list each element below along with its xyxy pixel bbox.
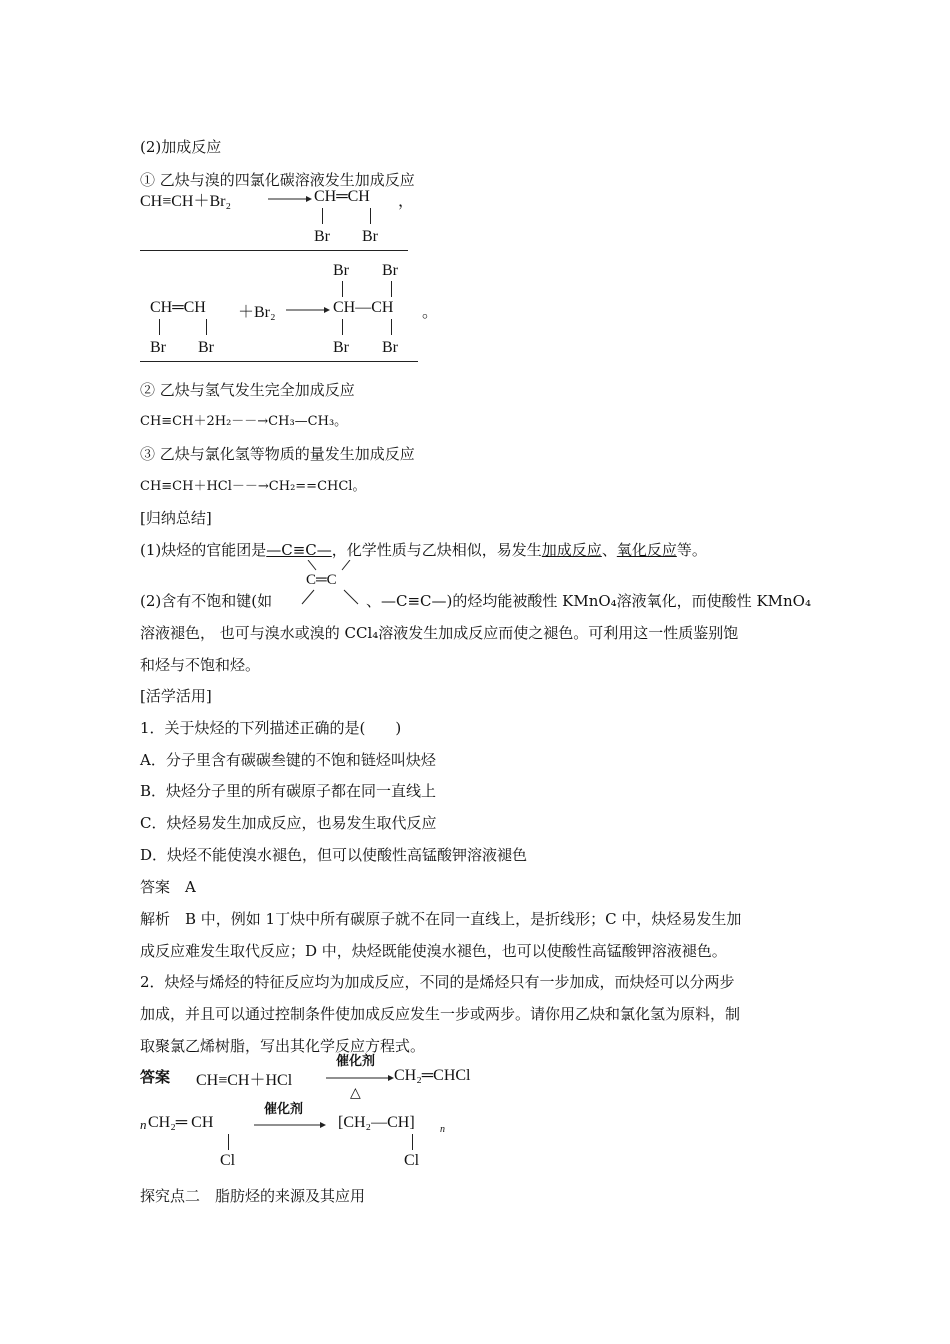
eq2-br-top-2: Br [382, 262, 398, 279]
eq1-product: CH═CH [314, 188, 370, 205]
summary-label: [归纳总结] [140, 509, 212, 527]
cc-bond-lines [282, 560, 372, 610]
question-2-line3: 取聚氯乙烯树脂，写出其化学反应方程式。 [140, 1037, 426, 1055]
practice-label: [活学活用] [140, 687, 212, 705]
option-b: B．炔烃分子里的所有碳原子都在同一直线上 [140, 782, 437, 800]
item1-title: ① 乙炔与溴的四氯化碳溶液发生加成反应 [140, 171, 415, 189]
eq2-right: CH—CH [333, 299, 394, 316]
eq2-br-top-1: Br [333, 262, 349, 279]
ans-eq1-catalyst: 催化剂 [336, 1054, 376, 1069]
option-d: D．炔烃不能使溴水褪色，但可以使酸性高锰酸钾溶液褪色 [140, 846, 528, 864]
option-c: C．炔烃易发生加成反应，也易发生取代反应 [140, 814, 437, 832]
section-heading: (2)加成反应 [140, 138, 222, 156]
eq2-br-b2: Br [382, 339, 398, 356]
ans-eq2-bond-2 [412, 1134, 413, 1150]
ans-eq1-condition: △ [350, 1085, 361, 1101]
eq1-arrow [268, 194, 312, 204]
option-a: A．分子里含有碳碳叁键的不饱和链烃叫炔烃 [140, 751, 436, 769]
ans-eq2-cl-1: Cl [220, 1152, 236, 1169]
eq2-bond-top-1 [342, 281, 343, 297]
eq2-end: 。 [422, 304, 439, 321]
q1-analysis-1: 解析 B 中，例如 1丁炔中所有碳原子就不在同一直线上，是折线形；C 中，炔烃易发生加 [140, 910, 742, 928]
item2-title: ② 乙炔与氢气发生完全加成反应 [140, 381, 355, 399]
eq2-br-l1: Br [150, 339, 166, 356]
next-section-heading: 探究点二 脂肪烃的来源及其应用 [140, 1187, 366, 1205]
ans-eq2-bond-1 [228, 1134, 229, 1150]
eq1-br-1: Br [314, 228, 330, 245]
summary-p1-c: 等。 [676, 541, 707, 559]
eq1-separator: ， [398, 193, 415, 210]
item3-equation: CH≡CH＋HCl－－→CH₂==CHCl。 [140, 479, 366, 494]
cc-double-bond: C═C [306, 572, 337, 588]
ans-eq2-right: [CH₂—CH] [338, 1114, 415, 1131]
summary-p2-line1-b: 、—C≡C—)的烃均能被酸性 KMnO₄溶液氧化，而使酸性 KMnO₄ [366, 592, 811, 610]
ans-eq2-arrow [254, 1120, 326, 1130]
eq1-reactant: CH≡CH＋Br₂ [140, 193, 232, 210]
eq2-bond-top-2 [391, 281, 392, 297]
summary-p1-b: ，化学性质与乙炔相似，易发生 [331, 541, 542, 559]
eq1-underline [140, 250, 408, 251]
q1-analysis-2: 成反应难发生取代反应；D 中，炔烃既能使溴水褪色，也可以使酸性高锰酸钾溶液褪色。 [140, 942, 727, 960]
eq2-arrow [286, 305, 330, 315]
eq2-bond-l2 [206, 319, 207, 335]
item3-title: ③ 乙炔与氯化氢等物质的量发生加成反应 [140, 445, 415, 463]
summary-p2-line2: 溶液褪色， 也可与溴水或溴的 CCl₄溶液发生加成反应而使之褪色。可利用这一性质鉴别饱 [140, 624, 739, 642]
summary-p1-sep: 、 [601, 541, 617, 559]
eq2-br-l2: Br [198, 339, 214, 356]
ans-eq1-right: CH₂═CHCl [394, 1067, 471, 1084]
ans-eq2-cl-2: Cl [404, 1152, 420, 1169]
functional-group: —C≡C— [266, 541, 332, 559]
eq2-plus-br2: ＋Br₂ [238, 304, 276, 321]
ans-eq2-left: CH₂═ CH [148, 1114, 214, 1131]
summary-p1-a: (1)炔烃的官能团是 [140, 541, 267, 559]
addition-reaction: 加成反应 [541, 541, 602, 559]
eq2-left: CH═CH [150, 299, 206, 316]
summary-p2-line3: 和烃与不饱和烃。 [140, 656, 261, 674]
ans-eq2-n: n [140, 1117, 147, 1132]
summary-p2-line1-a: (2)含有不饱和键(如 [140, 592, 273, 610]
eq2-bond-b2 [391, 319, 392, 335]
ans-eq2-catalyst: 催化剂 [264, 1102, 304, 1117]
eq2-br-b1: Br [333, 339, 349, 356]
summary-p1 [140, 540, 707, 560]
ans-eq1-left: CH≡CH＋HCl [196, 1072, 293, 1089]
ans-eq2-sub-n: n [440, 1124, 445, 1135]
question-1: 1．关于炔烃的下列描述正确的是( ) [140, 719, 402, 737]
ans-eq1-arrow [326, 1073, 394, 1083]
item2-equation: CH≡CH＋2H₂－－→CH₃—CH₃。 [140, 414, 348, 429]
eq1-bond-1 [322, 208, 323, 224]
eq2-underline [140, 361, 418, 362]
q1-answer: 答案 A [140, 878, 196, 896]
eq1-bond-2 [370, 208, 371, 224]
eq2-bond-b1 [342, 319, 343, 335]
oxidation-reaction: 氧化反应 [616, 541, 677, 559]
question-2-line2: 加成，并且可以通过控制条件使加成反应发生一步或两步。请你用乙炔和氯化氢为原料，制 [140, 1005, 741, 1023]
eq1-br-2: Br [362, 228, 378, 245]
question-2-line1: 2．炔烃与烯烃的特征反应均为加成反应，不同的是烯烃只有一步加成，而炔烃可以分两步 [140, 973, 735, 991]
q2-answer-label: 答案 [140, 1068, 171, 1086]
eq2-bond-l1 [159, 319, 160, 335]
